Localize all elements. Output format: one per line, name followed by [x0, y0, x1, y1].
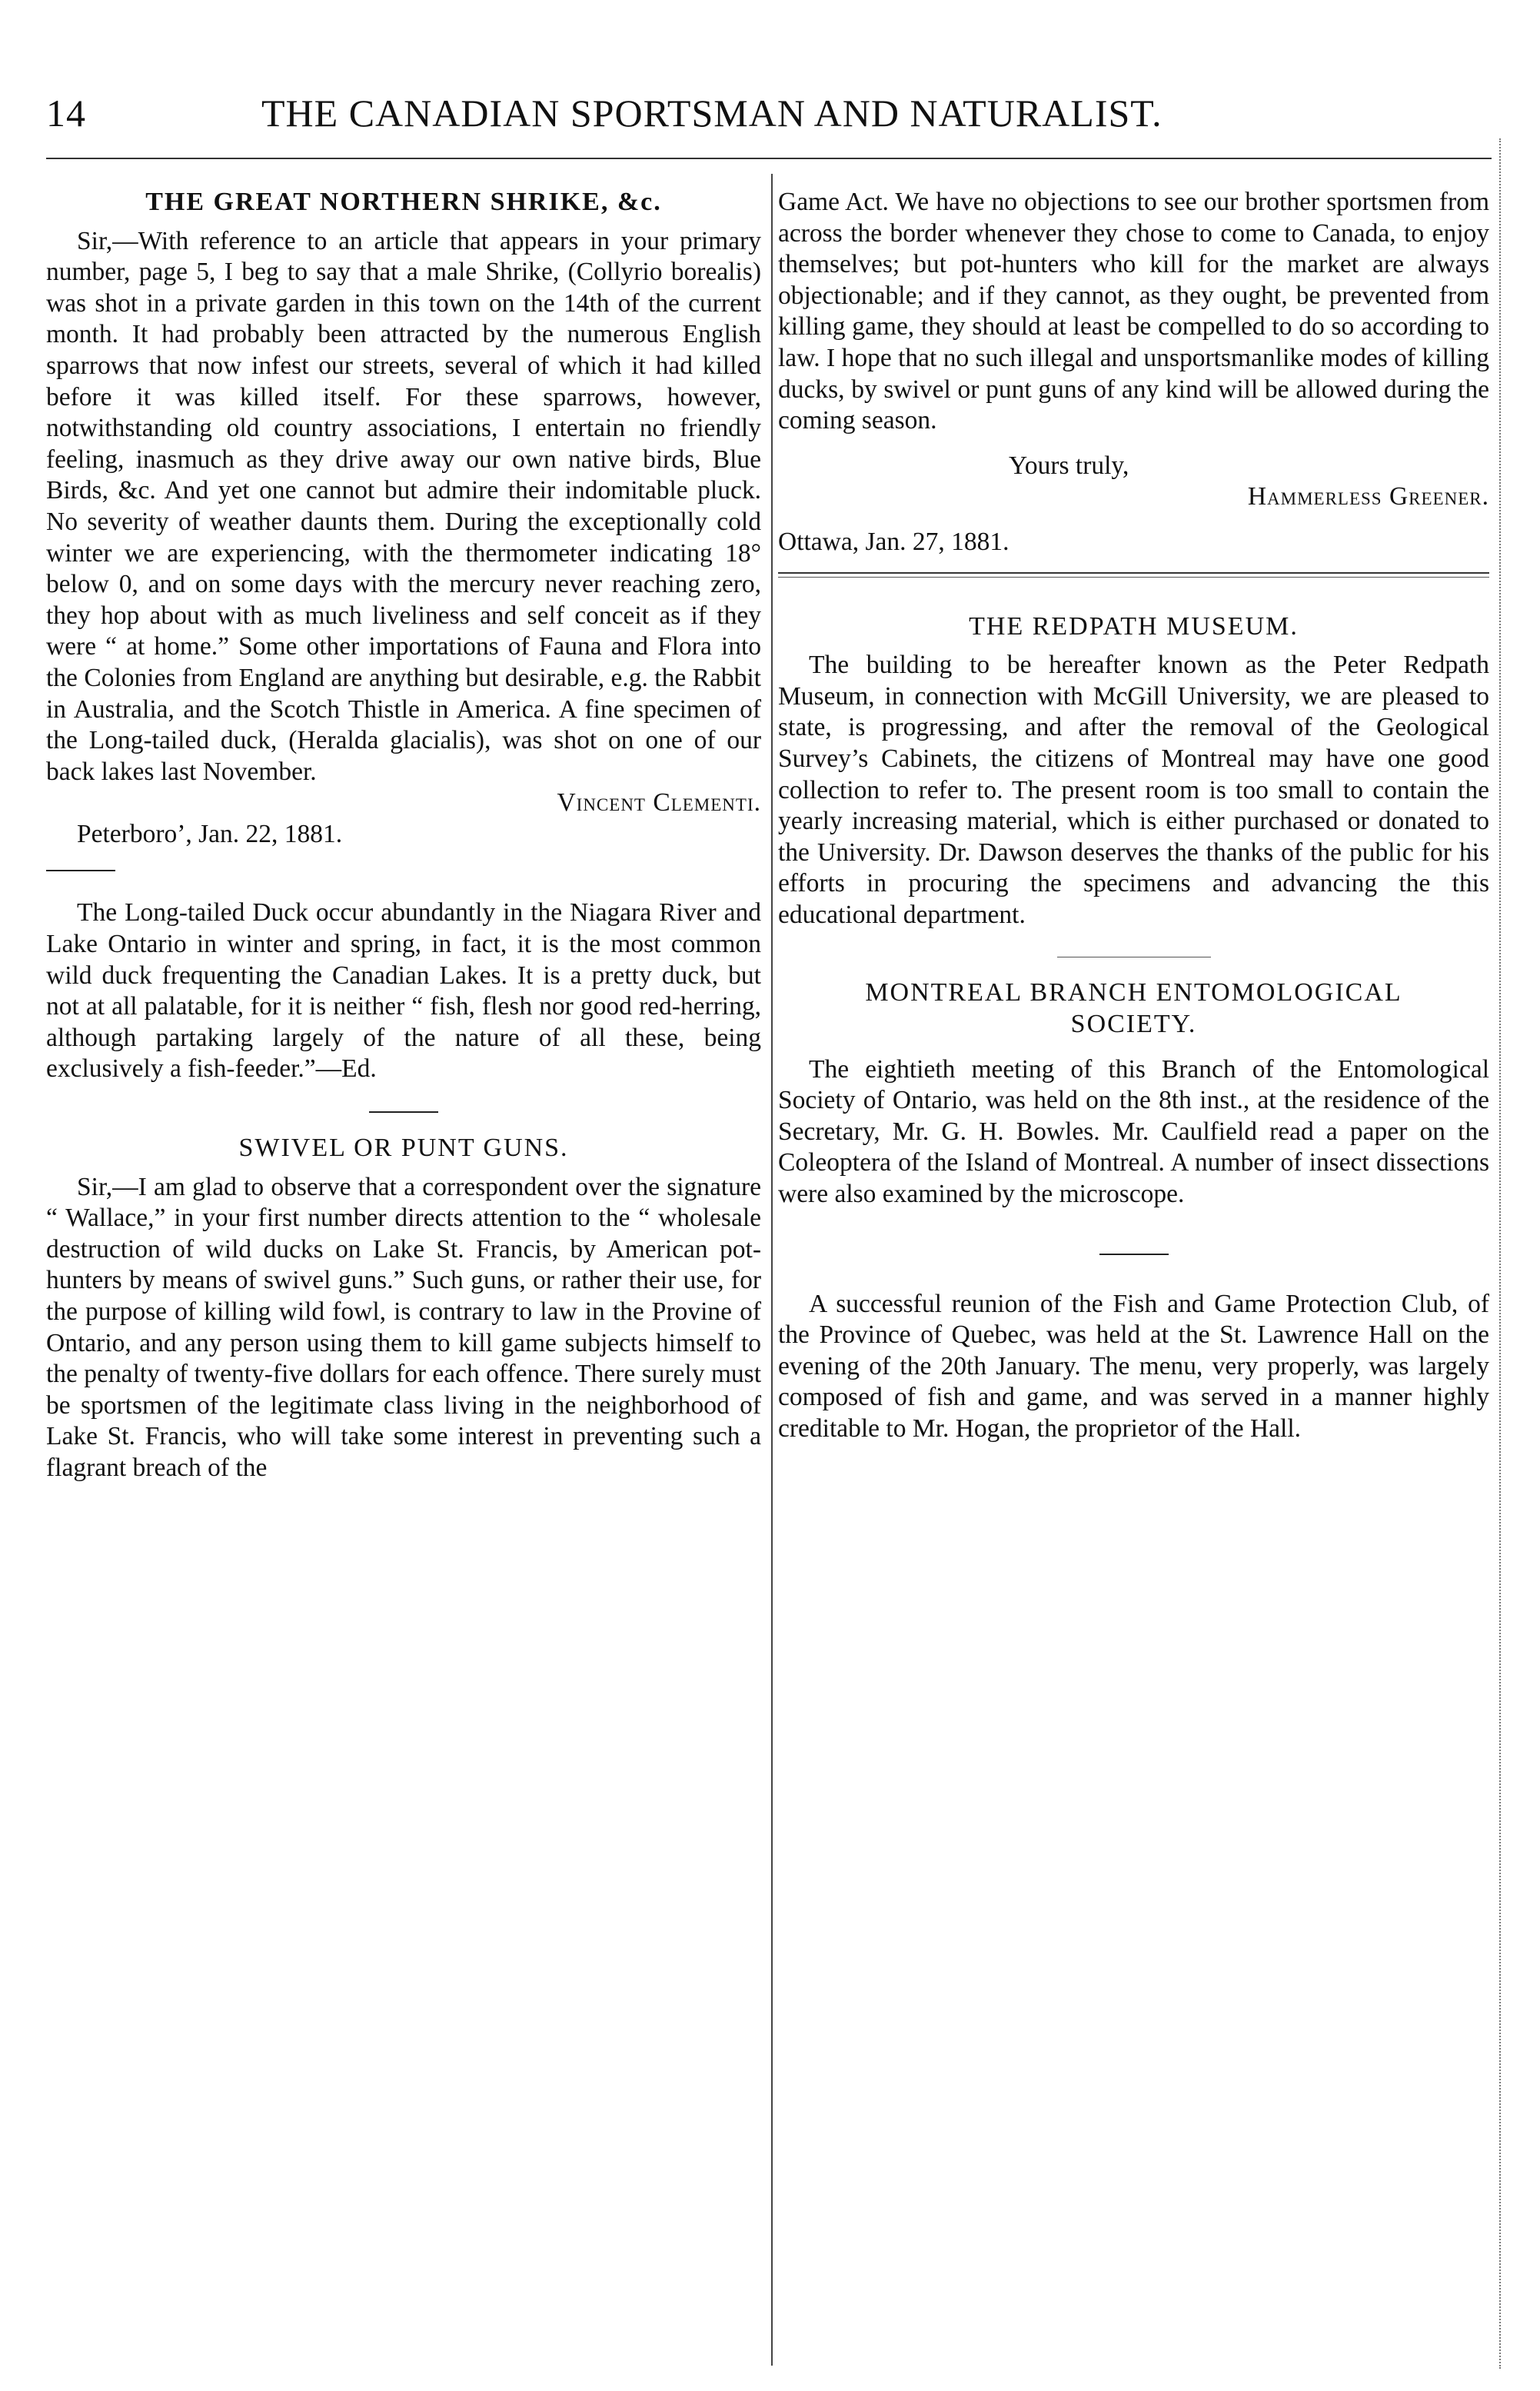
- swivel-letter-body: Sir,—I am glad to observe that a correspondent over the signature “ Wallace,” in your first number directs attention to the “ wholesale destruction of wild ducks on Lake St. Francis, by American pot-hunters by means of swivel guns.” Such guns, or rather their use, for the purpose of killing wild fowl, is contrary to law in the Provine of Ontario, and any person using them to kill game subjects himself to the penalty of twenty-five dollars for each offence. There surely must be sportsmen of the legitimate class living in the neighborhood of Lake St. Francis, who will take some interest in preventing such a flagrant breach of the: [46, 1172, 761, 1482]
- swivel-dateline: Ottawa, Jan. 27, 1881.: [778, 527, 1009, 556]
- entomological-heading-line2: SOCIETY.: [1070, 1010, 1197, 1039]
- swivel-letter-continued: Game Act. We have no objections to see our brother sportsmen from across the border whenever they chose to come to Canada, to enjoy themselves; but pot-hunters who kill for the market are always objectionable; and if they cannot, as they ought, be prevented from killing game, they should at least be compelled to do so according to law. I hope that no such illegal and unsportsmanlike modes of killing ducks, by swivel or punt guns of any kind will be allowed during the coming season.: [778, 188, 1489, 435]
- shrike-heading: THE GREAT NORTHERN SHRIKE, &c.: [145, 188, 662, 216]
- header-rule: [46, 158, 1492, 159]
- page-number: 14: [46, 92, 86, 135]
- double-section-rule: [778, 572, 1489, 578]
- page-header: [46, 91, 1345, 152]
- right-column: [778, 173, 1489, 1445]
- swivel-signature: Hammerless Greener.: [1247, 482, 1489, 511]
- journal-title: THE CANADIAN SPORTSMAN AND NATURALIST.: [261, 92, 1162, 135]
- shrike-dateline: Peterboro’, Jan. 22, 1881.: [77, 819, 343, 848]
- column-divider: [771, 174, 773, 2366]
- entomological-body: The eightieth meeting of this Branch of the Entomological Society of Ontario, was held on the 8th inst., at the residence of the Secretary, Mr. G. H. Bowles. Mr. Caulfield read a paper on the Coleoptera of the Island of Montreal. A number of insect dissections were also examined by the microscope.: [778, 1054, 1489, 1209]
- swivel-closing: Yours truly,: [1009, 451, 1129, 480]
- redpath-heading: THE REDPATH MUSEUM.: [969, 611, 1299, 641]
- fish-game-body: A successful reunion of the Fish and Game Protection Club, of the Province of Quebec, was held at the St. Lawrence Hall on the evening of the 20th January. The menu, very properly, was largely composed of fish and game, and was served in a manner highly creditable to Mr. Hogan, the proprietor of the Hall.: [778, 1289, 1489, 1443]
- redpath-body: The building to be hereafter known as the Peter Redpath Museum, in connection with McGill University, we are pleased to state, is progressing, and after the removal of the Geological Survey’s Cabinets, the citizens of Montreal may have one good collection to refer to. The present room is too small to contain the yearly increasing material, which is either purchased or donated to the University. Dr. Dawson deserves the thanks of the public for his efforts in procuring the specimens and advancing the this educational department.: [778, 651, 1489, 929]
- entomological-heading-line1: MONTREAL BRANCH ENTOMOLOGICAL: [865, 978, 1402, 1007]
- left-column: [46, 173, 761, 1484]
- page-edge-line: [1499, 138, 1501, 2369]
- shrike-letter-body: Sir,—With reference to an article that appears in your primary number, page 5, I beg to say that a male Shrike, (Collyrio borealis) was shot in a private garden in this town on the 14th of the current month. It had probably been attracted by the numerous English sparrows that now infest our streets, several of which it had killed before it was killed itself. For these sparrows, however, notwithstanding old country associations, I entertain no friendly feeling, inasmuch as they drive away our own native birds, Blue Birds, &c. And yet one cannot but admire their indomitable pluck. No severity of weather daunts them. During the exceptionally cold winter we are experiencing, with the thermometer indicating 18° below 0, and on some days with the mercury never reaching zero, they hop about with as much liveliness and self conceit as if they were “ at home.” Some other importations of Fauna and Flora into the Colonies from England are anything but desirable, e.g. the Rabbit in Australia, and the Scotch Thistle in America. A fine specimen of the Long-tailed duck, (Heralda glacialis), was shot on one of our back lakes last November.: [46, 226, 761, 786]
- swivel-heading: SWIVEL OR PUNT GUNS.: [238, 1134, 569, 1163]
- editor-note-body: The Long-tailed Duck occur abundantly in the Niagara River and Lake Ontario in winter and spring, in fact, it is the most common wild duck frequenting the Canadian Lakes. It is a pretty duck, but not at all palatable, for it is neither “ fish, flesh nor good red-herring, although partaking largely of the nature of all these, being exclusively a fish-feeder.”—Ed.: [46, 898, 761, 1084]
- shrike-signature: Vincent Clementi.: [557, 788, 761, 818]
